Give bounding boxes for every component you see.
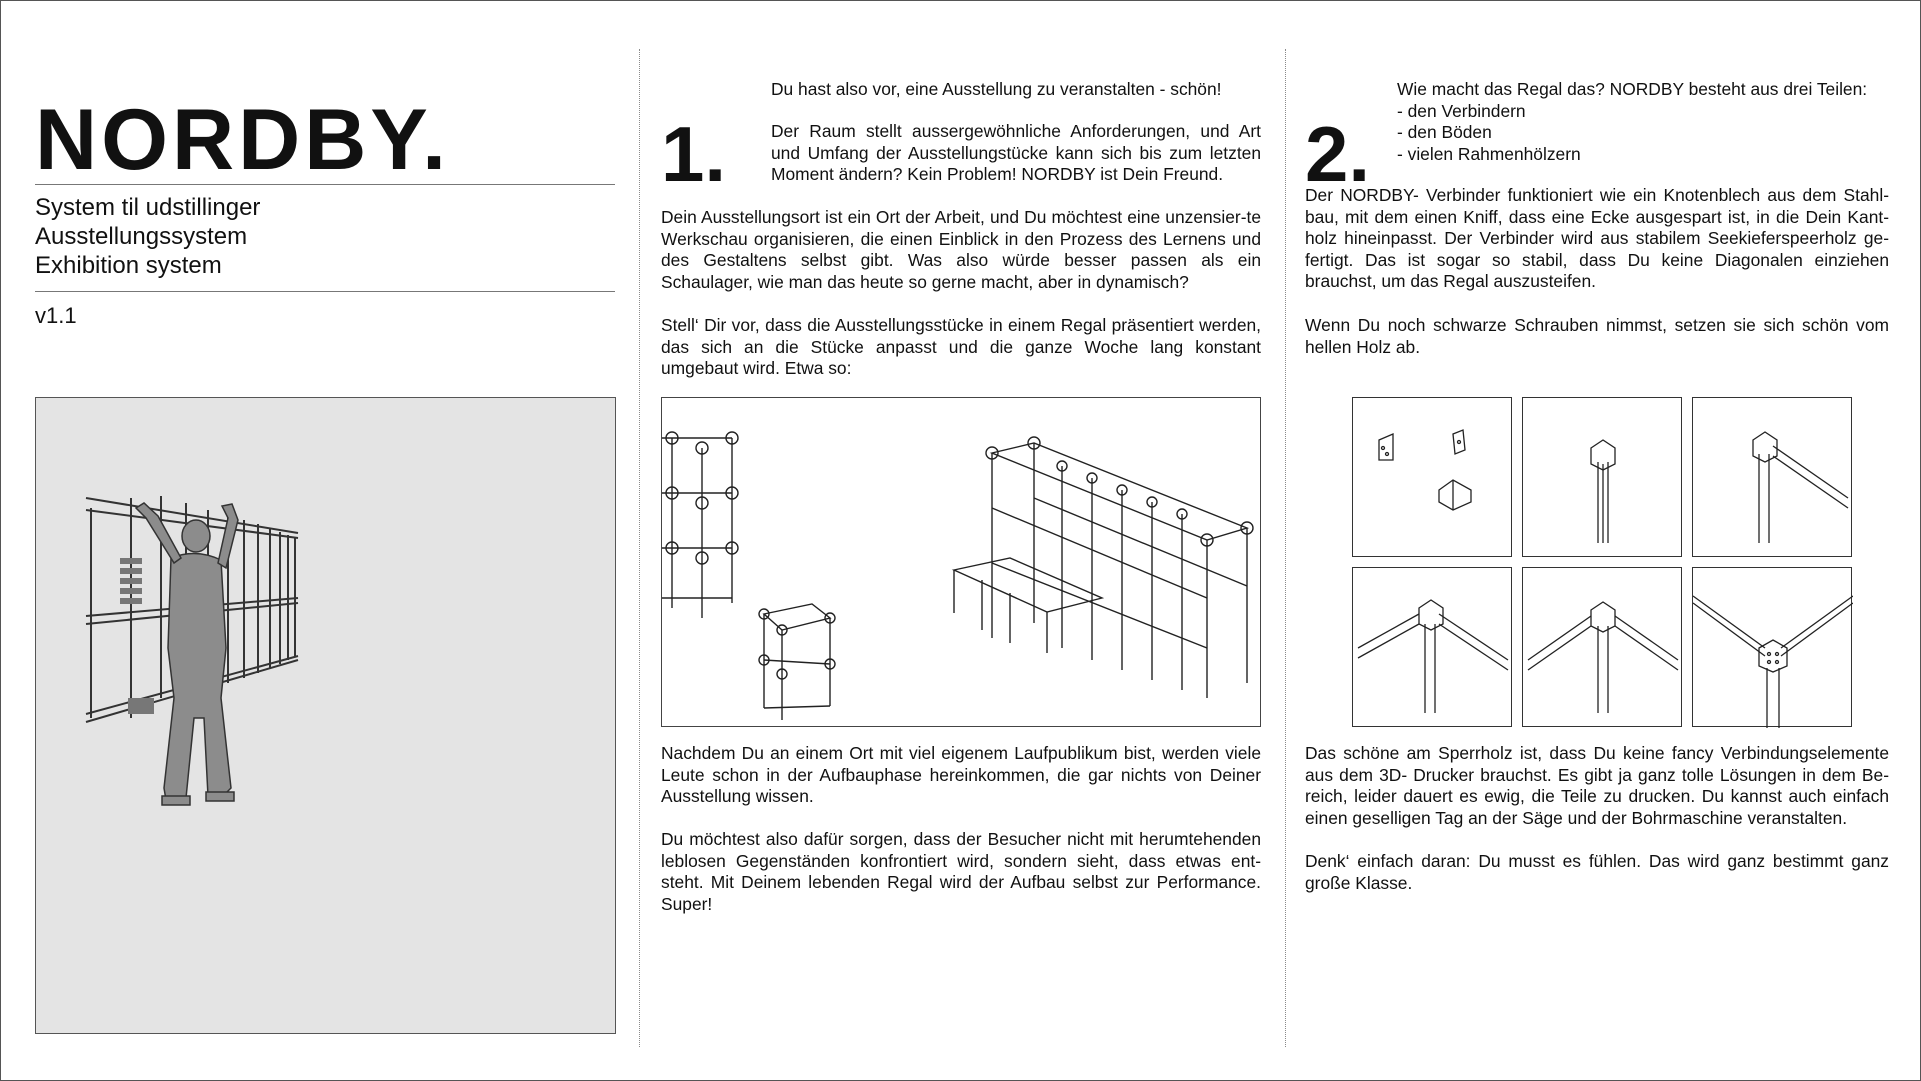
assembly-step-5-tile (1522, 567, 1682, 727)
subtitle-danish: System til udstillinger (35, 194, 261, 221)
parts-list-item: - den Verbindern (1397, 100, 1526, 121)
title-rule (35, 184, 615, 185)
subtitle-rule (35, 291, 615, 292)
section-1-paragraph-1: Der Raum stellt aussergewöhnliche Anforderungen, und Art und Umfang der Ausstellungstücke kann sich bis zum letzten Moment ändern? Kein Problem! NORDBY ist Dein Freund. (771, 121, 1261, 185)
assembly-step-2-tile (1522, 397, 1682, 557)
section-1-paragraph-5: Du möchtest also dafür sorgen, dass der Besucher nicht mit herumtehenden leblosen Gegenständen konfrontiert wird, sondern sieht, dass etwas ent-steht. Mit Deinem lebenden Regal wird der Aufbau selbst zur Performance. Super! (661, 829, 1261, 914)
worker-shelf-image (35, 397, 616, 1034)
assembly-step-3-tile (1692, 397, 1852, 557)
assembly-step-4-tile (1352, 567, 1512, 727)
section-2-intro (1397, 79, 1897, 165)
section-1-paragraph-3: Stell‘ Dir vor, dass die Ausstellungsstücke in einem Regal präsentiert werden, das sich an die Stücke anpasst und die ganze Woche lang konstant umgebaut wird. Etwa so: (661, 315, 1261, 379)
subtitle-english: Exhibition system (35, 252, 222, 279)
parts-list-item: - vielen Rahmenhölzern (1397, 143, 1581, 164)
section-1-paragraph-4: Nachdem Du an einem Ort mit viel eigenem Laufpublikum bist, werden viele Leute schon in der Aufbauphase hereinkommen, die gar nichts von Deiner Ausstellung wissen. (661, 743, 1261, 807)
column-divider-1 (639, 49, 640, 1047)
section-2-paragraph-1: Der NORDBY- Verbinder funktioniert wie ein Knotenblech aus dem Stahl-bau, mit dem einen Kniff, dass eine Ecke ausgespart ist, in die Dein Kant-holz hineinpasst. Der Verbinder wird aus stabilem Seekieferspeerholz ge-fertigt. Das ist sogar so stabil, dass Du keine Diagonalen einziehen brauchst, um das Regal auszusteifen. (1305, 185, 1889, 292)
section-1-intro: Du hast also vor, eine Ausstellung zu veranstalten - schön! (771, 79, 1222, 99)
section-2-paragraph-2: Wenn Du noch schwarze Schrauben nimmst, setzen sie sich schön vom hellen Holz ab. (1305, 315, 1889, 357)
shelf-configuration-diagram (661, 397, 1261, 727)
section-2-intro-line: Wie macht das Regal das? NORDBY besteht aus drei Teilen: (1397, 79, 1868, 99)
assembly-step-1-tile (1352, 397, 1512, 557)
assembly-step-6-tile (1692, 567, 1852, 727)
section-number-2: 2. (1305, 110, 1371, 198)
section-1-paragraph-2: Dein Ausstellungsort ist ein Ort der Arbeit, und Du möchtest eine unzensier-te Werkschau organisieren, die einen Einblick in den Prozess des Lernens und des Gestaltens selbst gibt. Was also würde besser passen als ein Schaulager, wie man das heute so gerne macht, aber in dynamisch? (661, 207, 1261, 292)
section-2-paragraph-4: Denk‘ einfach daran: Du musst es fühlen. Das wird ganz bestimmt ganz große Klasse. (1305, 851, 1889, 893)
version-label: v1.1 (35, 303, 77, 328)
brand-title: NORDBY. (35, 92, 451, 188)
parts-list-item: - den Böden (1397, 122, 1492, 143)
subtitle-german: Ausstellungssystem (35, 223, 248, 250)
section-number-1: 1. (661, 110, 727, 198)
section-2-paragraph-3: Das schöne am Sperrholz ist, dass Du keine fancy Verbindungselemente aus dem 3D- Drucker brauchst. Es gibt ja ganz tolle Lösungen in dem Be-reich, leider dauert es ewig, die Teile zu drucken. Du kannst auch einfach einen geselligen Tag an der Säge und der Bohrmaschine veranstalten. (1305, 743, 1889, 828)
column-divider-2 (1285, 49, 1286, 1047)
subtitle-block (35, 193, 260, 280)
